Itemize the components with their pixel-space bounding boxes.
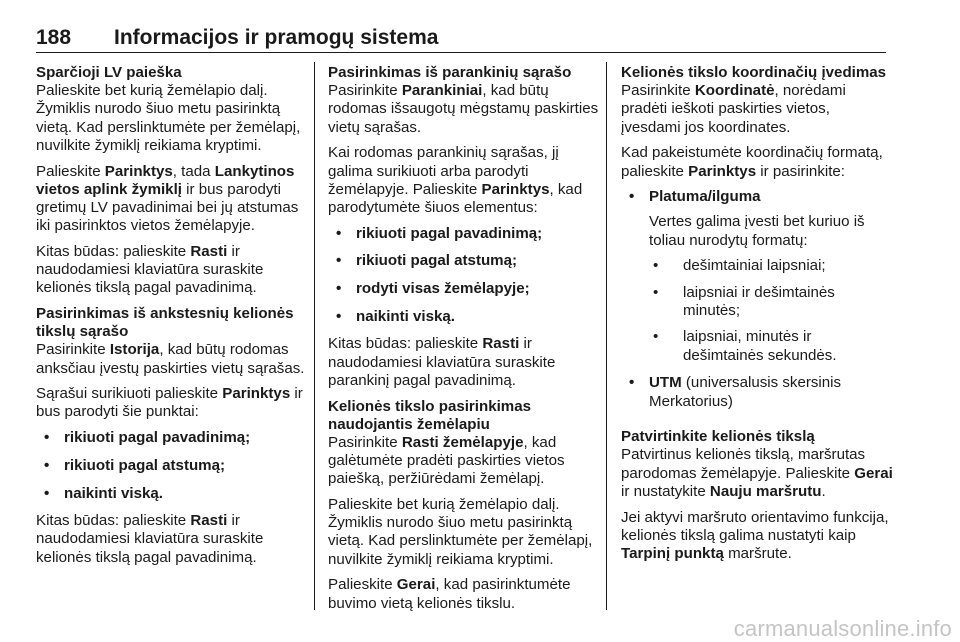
section-title: Pasirinkimas iš ankstesnių kelionės tikslų sąrašo — [36, 304, 294, 341]
paragraph: Palieskite Gerai, kad pasirinktumėte buvimo vietą kelionės tikslu. — [328, 576, 571, 612]
bullet-list — [621, 188, 893, 411]
bullet-list — [36, 429, 308, 503]
sub-bullet-list — [649, 257, 893, 365]
list-item: • rodyti visas žemėlapyje; — [328, 280, 600, 298]
list-item-description: Vertes galima įvesti bet kuriuo iš toliau nurodytų formatų: — [649, 213, 865, 249]
paragraph: Pasirinkite Istorija, kad būtų rodomas anksčiau įvestų paskirties vietų sąrašas. — [36, 341, 305, 377]
column-2 — [328, 64, 600, 620]
paragraph: Pasirinkite Koordinatė, norėdami pradėti ieškoti paskirties vietos, įvesdami jos koordinates. — [621, 82, 846, 136]
list-item: • naikinti viską. — [36, 485, 308, 503]
section-title: Kelionės tikslo koordinačių įvedimas — [621, 64, 887, 81]
paragraph: Kitas būdas: palieskite Rasti ir naudodamiesi klaviatūra suraskite parankinį pagal pavadinimą. — [328, 335, 556, 389]
paragraph: Sąrašui surikiuoti palieskite Parinktys ir bus parodyti šie punktai: — [36, 385, 303, 421]
list-item: • rikiuoti pagal pavadinimą; — [36, 429, 308, 447]
sub-list-item: • laipsniai ir dešimtainės minutės; — [649, 284, 893, 320]
list-item: • rikiuoti pagal pavadinimą; — [328, 225, 600, 243]
sub-list-item: • laipsniai, minutės ir dešimtainės sekundės. — [649, 328, 893, 364]
page-number: 188 — [36, 26, 72, 49]
list-item — [621, 188, 893, 365]
paragraph: Pasirinkite Rasti žemėlapyje, kad galėtumėte pradėti paskirties vietos paiešką, peržiūrėdami žemėlapį. — [328, 433, 565, 488]
paragraph: Patvirtinus kelionės tikslą, maršrutas parodomas žemėlapyje. Palieskite Gerai ir nustatykite Nauju maršrutu. — [621, 446, 893, 500]
watermark: carmanualsonline.info — [733, 616, 952, 641]
paragraph: Palieskite bet kurią žemėlapio dalį. Žymiklis nurodo šiuo metu pasirinktą vietą. Kad perslinktumėte per žemėlapį, nuvilkite žymiklį reikiama kryptimi. — [36, 82, 301, 154]
list-item: • naikinti viską. — [328, 308, 600, 326]
section-title: Kelionės tikslo pasirinkimas naudojantis žemėlapiu — [328, 397, 532, 433]
paragraph: Palieskite bet kurią žemėlapio dalį. Žymiklis nurodo šiuo metu pasirinktą vietą. Kad perslinktumėte per žemėlapį, nuvilkite žymiklį reikiama kryptimi. — [328, 496, 593, 568]
paragraph: Kitas būdas: palieskite Rasti ir naudodamiesi klaviatūra suraskite kelionės tikslą pagal pavadinimą. — [36, 242, 264, 297]
column-divider-1 — [314, 62, 315, 610]
list-item: • UTM (universalusis skersinis Merkatorius) — [621, 374, 893, 410]
column-divider-2 — [606, 62, 607, 610]
paragraph: Pasirinkite Parankiniai, kad būtų rodomas išsaugotų mėgstamų paskirties vietų sąrašas. — [328, 82, 599, 136]
page-title: Informacijos ir pramogų sistema — [114, 26, 439, 49]
list-item-title: Platuma/ilguma — [649, 188, 761, 206]
sub-list-item: • dešimtainiai laipsniai; — [649, 257, 893, 275]
paragraph: Kad pakeistumėte koordinačių formatą, palieskite Parinktys ir pasirinkite: — [621, 144, 883, 180]
paragraph: Palieskite Parinktys, tada Lankytinos vietos aplink žymiklį ir bus parodyti gretimų LV pavadinimai bei jų atstumas iki pasirinktos vietos žemėlapyje. — [36, 162, 299, 235]
page-header — [36, 26, 886, 52]
section-title: Patvirtinkite kelionės tikslą — [621, 428, 815, 446]
list-item: • rikiuoti pagal atstumą; — [36, 457, 308, 475]
header-divider — [36, 52, 886, 53]
bullet-list — [328, 225, 600, 326]
section-title: Pasirinkimas iš parankinių sąrašo — [328, 64, 572, 81]
list-item: • rikiuoti pagal atstumą; — [328, 252, 600, 270]
paragraph: Kitas būdas: palieskite Rasti ir naudodamiesi klaviatūra suraskite kelionės tikslą pagal pavadinimą. — [36, 512, 264, 566]
section-title: Sparčioji LV paieška — [36, 64, 182, 81]
column-3 — [621, 64, 893, 571]
column-1 — [36, 64, 308, 574]
paragraph: Kai rodomas parankinių sąrašas, jį galima surikiuoti arba parodyti žemėlapyje. Palieskite Parinktys, kad parodytumėte šiuos elementus: — [328, 144, 583, 216]
paragraph: Jei aktyvi maršruto orientavimo funkcija, kelionės tikslą galima nustatyti kaip Tarpinį punktą maršrute. — [621, 508, 889, 562]
